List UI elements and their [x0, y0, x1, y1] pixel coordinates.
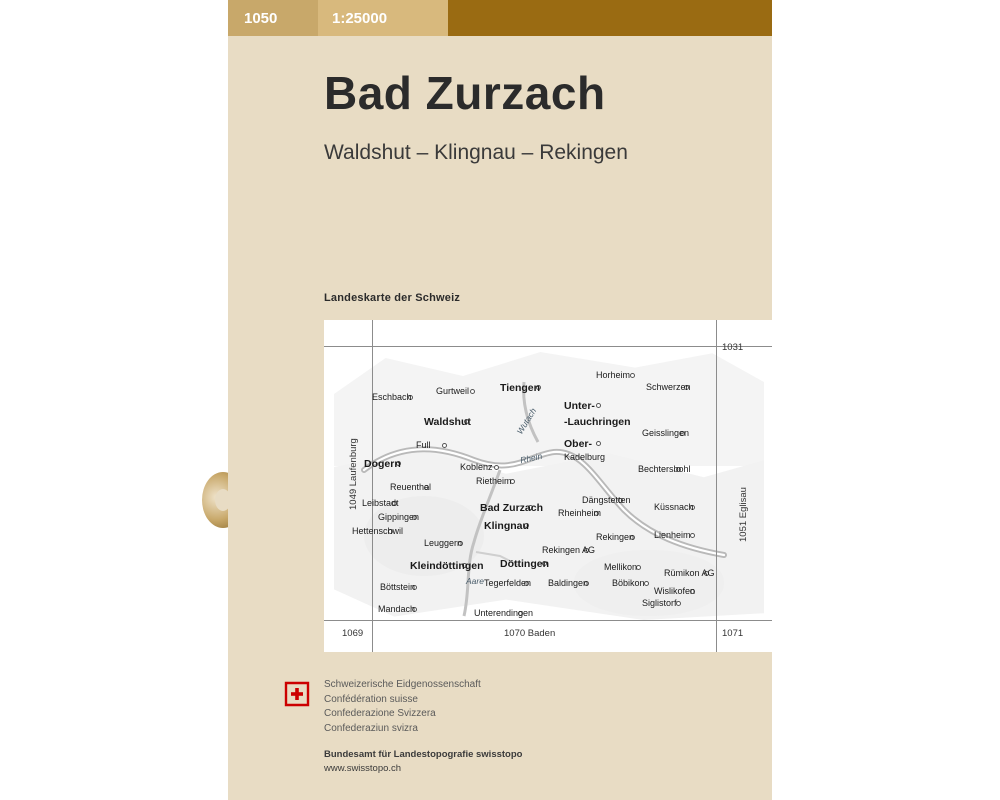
place-label: Leibstadt: [362, 498, 399, 508]
neighbour-sheet-number: 1031: [722, 342, 744, 353]
neighbour-sheet-number: 1051 Eglisau: [738, 487, 749, 542]
place-marker: [470, 389, 475, 394]
place-label: Böttstein: [380, 582, 416, 592]
place-label: Rheinheim: [558, 508, 602, 518]
grid-line-left: [372, 320, 373, 652]
swiss-cross-icon: [284, 680, 310, 708]
place-marker: [630, 373, 635, 378]
publisher-name-fr: Confédération suisse: [324, 693, 418, 705]
publisher-name-it: Confederazione Svizzera: [324, 708, 436, 719]
place-label: Bechtersbohl: [638, 464, 691, 474]
page-subtitle: Waldshut – Klingnau – Rekingen: [324, 140, 628, 164]
place-label: Unterendingen: [474, 608, 534, 618]
place-label: -Lauchringen: [564, 416, 631, 428]
neighbour-sheet-number: 1069: [342, 628, 364, 639]
place-label: Gippingen: [378, 512, 420, 522]
place-label: Rekingen AG: [542, 545, 596, 555]
place-label: Rümikon AG: [664, 568, 715, 578]
map-scale: 1:25000: [318, 0, 448, 36]
place-marker: [596, 403, 601, 408]
page-title: Bad Zurzach: [324, 67, 606, 119]
place-label: Gurtweil: [436, 386, 470, 396]
place-label: Dogern: [364, 458, 401, 470]
river-label: Wutach: [514, 406, 539, 436]
grid-line-top: [324, 346, 772, 347]
sheet-number: 1050: [228, 0, 318, 36]
grid-line-right: [716, 320, 717, 652]
place-label: Kadelburg: [564, 452, 606, 462]
place-marker: [494, 465, 499, 470]
index-map-canvas: [324, 320, 772, 652]
series-label: Landeskarte der Schweiz: [324, 292, 461, 304]
place-label: Kleindöttingen: [410, 560, 484, 572]
place-label: Ober-: [564, 438, 593, 450]
place-marker: [644, 581, 649, 586]
cover-sheet: [228, 0, 772, 800]
publisher-url[interactable]: www.swisstopo.ch: [324, 763, 402, 775]
grid-line-bottom: [324, 620, 772, 621]
place-label: Koblenz: [460, 462, 493, 472]
place-label: Eschbach: [372, 392, 412, 402]
title-block: [324, 68, 764, 165]
place-label: Klingnau: [484, 520, 529, 532]
place-label: Bad Zurzach: [480, 502, 544, 514]
publisher-names: [324, 678, 481, 736]
neighbour-sheet-number: 1070 Baden: [504, 628, 556, 639]
place-label: Siglistorf: [642, 598, 677, 608]
place-label: Tegerfelden: [484, 578, 532, 588]
place-label: Dängstetten: [582, 495, 631, 505]
publisher-name-rm: Confederaziun svizra: [324, 722, 418, 734]
header-bar-fill: [448, 0, 772, 36]
index-map: [324, 320, 772, 652]
place-label: Baldingen: [548, 578, 589, 588]
place-label: Böbikon: [612, 578, 645, 588]
publisher-office-block: [324, 748, 522, 777]
place-label: Reuenthal: [390, 482, 432, 492]
place-label: Geisslingen: [642, 428, 690, 438]
river-label: Rhein: [519, 450, 544, 466]
place-label: Unter-: [564, 400, 595, 412]
place-label: Full: [416, 440, 431, 450]
place-marker: [690, 533, 695, 538]
place-label: Schwerzen: [646, 382, 691, 392]
place-label: Rekingen: [596, 532, 635, 542]
place-label: Horheim: [596, 370, 631, 380]
place-label: Lienheim: [654, 530, 691, 540]
neighbour-sheet-number: 1071: [722, 628, 744, 639]
place-label: Döttingen: [500, 558, 549, 570]
place-marker: [596, 441, 601, 446]
place-label: Rietheim: [476, 476, 512, 486]
place-label: Mellikon: [604, 562, 638, 572]
place-label: Wislikofen: [654, 586, 696, 596]
neighbour-sheet-number: 1049 Laufenburg: [348, 438, 359, 510]
place-label: Hettenschwil: [352, 526, 404, 536]
publisher-name-de: Schweizerische Eidgenossenschaft: [324, 679, 481, 690]
header-bar: [228, 0, 772, 36]
place-label: Mandach: [378, 604, 416, 614]
publisher-office: Bundesamt für Landestopografie swisstopo: [324, 749, 523, 760]
place-label: Waldshut: [424, 416, 471, 428]
place-marker: [442, 443, 447, 448]
river-label: Aare: [466, 576, 484, 586]
place-label: Küssnach: [654, 502, 694, 512]
place-label: Tiengen: [500, 382, 541, 394]
place-label: Leuggern: [424, 538, 463, 548]
